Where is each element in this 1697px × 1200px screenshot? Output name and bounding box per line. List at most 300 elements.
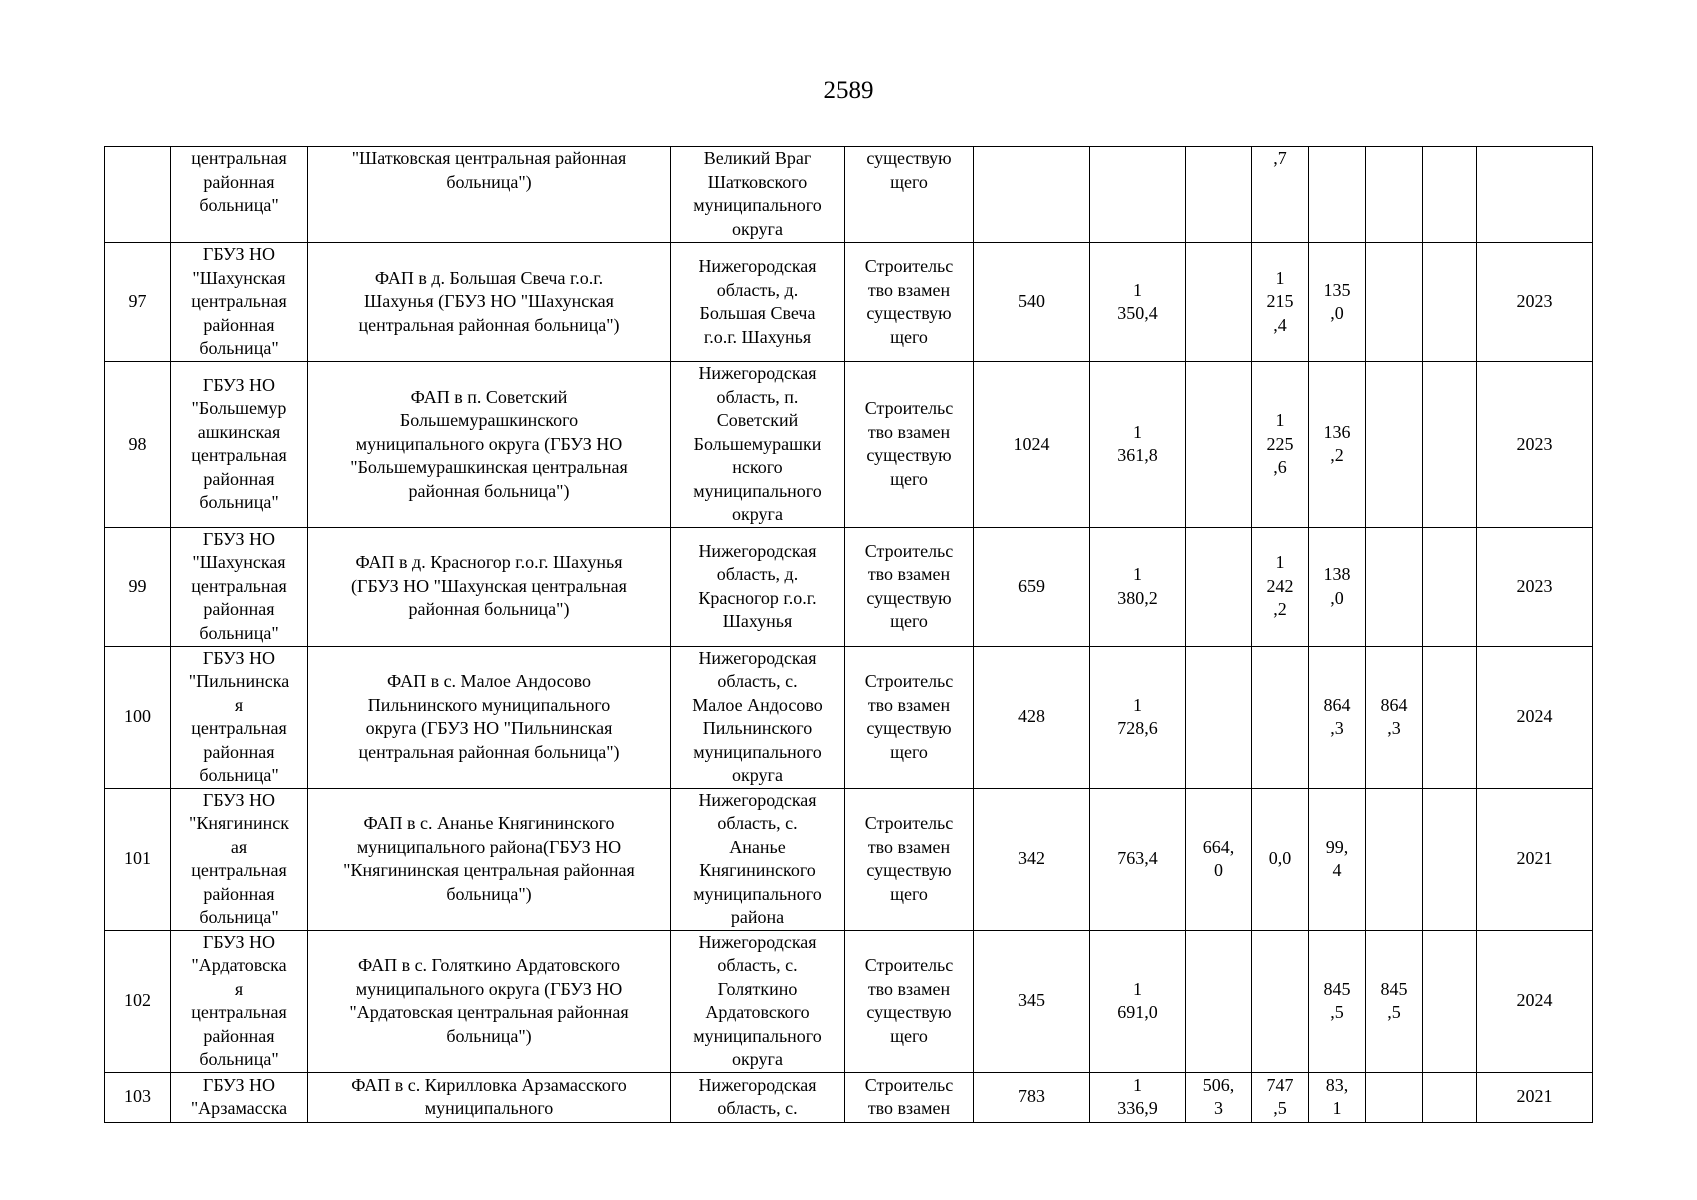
cell-line: района — [730, 907, 785, 927]
cell-line: ГБУЗ НО — [202, 647, 276, 668]
cell-line: область, д. — [716, 564, 799, 584]
cell-line: округа — [732, 504, 783, 524]
cell-line: 540 — [1018, 291, 1045, 312]
cell-c1 — [974, 646, 1090, 788]
cell-c3 — [1186, 243, 1252, 362]
cell-text: 100 — [124, 706, 151, 727]
cell-line: 361,8 — [1117, 445, 1158, 466]
cell-line: районная — [203, 314, 275, 335]
cell-c3 — [1186, 788, 1252, 930]
cell-line: область, с. — [717, 955, 798, 975]
cell-line: 728,6 — [1117, 718, 1158, 738]
cell-line: 428 — [1018, 706, 1045, 727]
cell-line: Княгининского — [699, 860, 816, 880]
cell-year — [1477, 243, 1593, 362]
table-row — [105, 930, 1593, 1072]
cell-c2 — [1090, 788, 1186, 930]
cell-year — [1477, 930, 1593, 1072]
table-row — [105, 788, 1593, 930]
table-row — [105, 362, 1593, 528]
cell-line: тво взамен — [867, 564, 951, 584]
cell-work — [845, 527, 974, 646]
cell-line: 350,4 — [1117, 303, 1158, 323]
cell-c7 — [1423, 147, 1477, 243]
cell-line: тво взамен — [867, 279, 951, 300]
cell-line: 1 — [1133, 564, 1142, 584]
cell-line: Нижегородская — [698, 256, 817, 276]
cell-line: Шатковского — [707, 171, 808, 192]
cell-c7 — [1423, 646, 1477, 788]
cell-line: существую — [866, 445, 952, 466]
cell-name — [308, 646, 671, 788]
cell-address — [671, 243, 845, 362]
cell-c4 — [1252, 147, 1309, 243]
cell-line: ФАП в д. Красногор г.о.г. Шахунья — [355, 552, 623, 573]
table-row — [105, 527, 1593, 646]
cell-line: существую — [866, 1002, 952, 1022]
cell-line: муниципального — [693, 883, 822, 904]
cell-line: 747 — [1266, 1074, 1294, 1095]
cell-text: 2023 — [1516, 291, 1553, 312]
cell-work — [845, 930, 974, 1072]
cell-line: 3 — [1214, 1098, 1223, 1118]
cell-line: ФАП в д. Большая Свеча г.о.г. — [374, 267, 604, 288]
cell-line: 1 — [1275, 410, 1285, 430]
cell-line: 1 — [1133, 1074, 1142, 1095]
cell-c5 — [1309, 243, 1366, 362]
cell-line: Строительс — [864, 813, 954, 833]
cell-line: центральная районная больница") — [358, 314, 620, 335]
cell-line: Нижегородская — [698, 931, 817, 952]
cell-text: 2021 — [1516, 1086, 1553, 1107]
cell-line: больница" — [199, 338, 279, 359]
cell-no — [105, 788, 171, 930]
cell-line: округа — [732, 218, 783, 239]
cell-c6 — [1366, 243, 1423, 362]
cell-work — [845, 147, 974, 243]
cell-line: Пильнинского муниципального — [367, 694, 611, 715]
cell-line: муниципального — [693, 741, 822, 762]
cell-line: ГБУЗ НО — [202, 374, 276, 395]
cell-c2 — [1090, 362, 1186, 528]
cell-year — [1477, 147, 1593, 243]
cell-name — [308, 1072, 671, 1122]
cell-line: тво взамен — [867, 694, 951, 715]
cell-line: ,0 — [1330, 587, 1344, 608]
cell-line: 1 — [1133, 421, 1142, 442]
cell-c4 — [1252, 243, 1309, 362]
cell-line: Нижегородская — [698, 540, 817, 561]
cell-c5 — [1309, 788, 1366, 930]
cell-c6 — [1366, 646, 1423, 788]
cell-address — [671, 147, 845, 243]
cell-line: округа — [732, 1049, 783, 1069]
cell-line: больница") — [446, 1025, 532, 1046]
cell-line: центральная — [191, 1002, 287, 1022]
cell-line: ГБУЗ НО — [202, 1074, 276, 1095]
cell-c4 — [1252, 646, 1309, 788]
cell-line: округа (ГБУЗ НО "Пильнинская — [365, 718, 613, 738]
cell-line: Строительс — [864, 1074, 954, 1095]
cell-line: центральная — [191, 148, 287, 168]
cell-c5 — [1309, 527, 1366, 646]
cell-line: Нижегородская — [698, 363, 817, 383]
cell-line: ашкинская — [197, 421, 281, 442]
cell-line: больница" — [199, 1049, 279, 1069]
cell-text: 98 — [128, 433, 147, 454]
cell-line: Строительс — [864, 398, 954, 419]
cell-line: районная — [203, 599, 275, 620]
cell-c3 — [1186, 930, 1252, 1072]
cell-org — [171, 362, 308, 528]
cell-line: щего — [890, 326, 928, 347]
cell-c7 — [1423, 527, 1477, 646]
cell-line: 845 — [1380, 978, 1408, 999]
cell-line: больница" — [199, 907, 279, 927]
cell-line: "Ардатовская центральная районная — [349, 1002, 629, 1022]
cell-line: тво взамен — [867, 1098, 951, 1118]
cell-line: ФАП в с. Малое Андосово — [386, 671, 592, 691]
cell-c4 — [1252, 1072, 1309, 1122]
cell-c1 — [974, 1072, 1090, 1122]
cell-line: районная — [203, 1025, 275, 1046]
cell-line: ГБУЗ НО — [202, 528, 276, 549]
cell-line: районная больница") — [408, 599, 570, 620]
cell-line: 1 — [1133, 694, 1142, 715]
cell-line: 691,0 — [1117, 1002, 1158, 1022]
cell-line: центральная — [191, 291, 287, 312]
cell-name — [308, 788, 671, 930]
cell-line: Строительс — [864, 540, 954, 561]
cell-no — [105, 243, 171, 362]
cell-year — [1477, 527, 1593, 646]
cell-line: щего — [890, 171, 928, 192]
cell-line: больница" — [199, 195, 279, 215]
cell-line: щего — [890, 883, 928, 904]
cell-c4 — [1252, 930, 1309, 1072]
cell-line: больница" — [199, 765, 279, 785]
cell-c5 — [1309, 930, 1366, 1072]
cell-c1 — [974, 243, 1090, 362]
cell-work — [845, 788, 974, 930]
cell-c3 — [1186, 1072, 1252, 1122]
cell-org — [171, 243, 308, 362]
cell-line: 664, — [1202, 836, 1235, 857]
cell-c7 — [1423, 930, 1477, 1072]
cell-line: "Арзамасска — [190, 1098, 288, 1118]
cell-address — [671, 527, 845, 646]
cell-line: ФАП в п. Советский — [410, 386, 568, 407]
cell-line: "Княгининск — [189, 813, 289, 833]
cell-line: Большая Свеча — [699, 303, 816, 323]
cell-c6 — [1366, 788, 1423, 930]
cell-line: 336,9 — [1117, 1098, 1158, 1118]
cell-line: "Ардатовска — [191, 955, 287, 975]
cell-line: я — [234, 978, 244, 999]
cell-line: муниципального — [693, 1025, 822, 1046]
cell-line: существую — [866, 148, 952, 168]
cell-line: Строительс — [864, 256, 954, 276]
cell-line: 1 — [1133, 978, 1142, 999]
cell-text: 99 — [128, 575, 147, 596]
table-row — [105, 1072, 1593, 1122]
cell-line: тво взамен — [867, 836, 951, 857]
cell-line: районная больница") — [408, 480, 570, 501]
cell-line: Шахунья — [722, 611, 793, 631]
cell-line: муниципального — [693, 195, 822, 215]
cell-line: районная — [203, 468, 275, 489]
cell-c3 — [1186, 362, 1252, 528]
cell-line: существую — [866, 860, 952, 880]
cell-line: 1 — [1332, 1098, 1342, 1118]
cell-line: щего — [890, 741, 928, 762]
cell-line: муниципального — [424, 1098, 554, 1118]
cell-line: ,4 — [1273, 314, 1287, 335]
cell-line: "Шахунская — [192, 552, 286, 573]
cell-org — [171, 1072, 308, 1122]
cell-c3 — [1186, 147, 1252, 243]
cell-line: Нижегородская — [698, 789, 817, 810]
cell-line: ,5 — [1273, 1098, 1287, 1118]
cell-line: 380,2 — [1117, 587, 1158, 608]
cell-line: 345 — [1018, 990, 1045, 1011]
table-row — [105, 646, 1593, 788]
cell-line: область, п. — [716, 386, 799, 407]
cell-line: Великий Враг — [703, 148, 812, 168]
cell-c2 — [1090, 147, 1186, 243]
cell-line: ,2 — [1330, 445, 1344, 466]
cell-c4 — [1252, 788, 1309, 930]
cell-line: ГБУЗ НО — [202, 789, 276, 810]
cell-line: 136 — [1323, 421, 1351, 442]
cell-line: 342 — [1018, 848, 1045, 869]
cell-line: "Пильнинска — [188, 671, 290, 691]
cell-line: муниципального района(ГБУЗ НО — [356, 836, 622, 857]
cell-c5 — [1309, 646, 1366, 788]
cell-year — [1477, 646, 1593, 788]
cell-c7 — [1423, 788, 1477, 930]
table-row — [105, 147, 1593, 243]
cell-line: ,5 — [1387, 1002, 1401, 1022]
cell-address — [671, 1072, 845, 1122]
cell-text: 2023 — [1516, 433, 1553, 454]
cell-line: ,7 — [1273, 148, 1287, 168]
cell-line: 4 — [1332, 860, 1342, 880]
cell-line: (ГБУЗ НО "Шахунская центральная — [351, 575, 627, 596]
cell-line: ,2 — [1273, 599, 1287, 620]
cell-c6 — [1366, 147, 1423, 243]
cell-text: 2023 — [1516, 575, 1553, 596]
cell-line: область, с. — [717, 671, 798, 691]
cell-name — [308, 147, 671, 243]
cell-line: 1 — [1275, 267, 1285, 288]
cell-line: Голяткино — [717, 978, 798, 999]
cell-line: 864 — [1380, 694, 1408, 715]
cell-line: 99, — [1325, 836, 1349, 857]
cell-line: больница") — [446, 171, 532, 192]
cell-line: Ананье — [729, 836, 786, 857]
cell-line: существую — [866, 718, 952, 738]
cell-line: щего — [890, 1025, 928, 1046]
cell-line: нского — [732, 457, 783, 477]
cell-line: ,0 — [1330, 303, 1344, 323]
cell-address — [671, 788, 845, 930]
cell-line: районная — [203, 171, 275, 192]
cell-c1 — [974, 788, 1090, 930]
cell-address — [671, 930, 845, 1072]
page-number: 2589 — [823, 77, 874, 104]
cell-text: 2024 — [1516, 990, 1553, 1011]
cell-line: "Большемурашкинская центральная — [350, 457, 628, 477]
cell-line: существую — [866, 303, 952, 323]
cell-c4 — [1252, 362, 1309, 528]
cell-c5 — [1309, 147, 1366, 243]
cell-line: Нижегородская — [698, 647, 817, 668]
cell-line: муниципального округа (ГБУЗ НО — [355, 433, 623, 454]
cell-org — [171, 788, 308, 930]
cell-line: муниципального — [693, 480, 822, 501]
cell-name — [308, 243, 671, 362]
cell-address — [671, 646, 845, 788]
cell-line: Советский — [716, 410, 799, 430]
cell-line: тво взамен — [867, 978, 951, 999]
cell-line: щего — [890, 611, 928, 631]
cell-c7 — [1423, 243, 1477, 362]
cell-line: Нижегородская — [698, 1074, 817, 1095]
cell-line: муниципального округа (ГБУЗ НО — [355, 978, 623, 999]
cell-line: 215 — [1266, 291, 1294, 312]
cell-line: больница") — [446, 883, 532, 904]
cell-line: ,6 — [1273, 457, 1287, 477]
cell-org — [171, 147, 308, 243]
cell-line: "Большемур — [191, 398, 287, 419]
cell-c2 — [1090, 1072, 1186, 1122]
cell-line: 1 — [1133, 279, 1142, 300]
cell-no — [105, 362, 171, 528]
cell-no — [105, 527, 171, 646]
cell-c7 — [1423, 1072, 1477, 1122]
cell-c1 — [974, 527, 1090, 646]
cell-work — [845, 646, 974, 788]
cell-c1 — [974, 147, 1090, 243]
cell-line: область, с. — [717, 1098, 798, 1118]
cell-line: центральная районная больница") — [358, 741, 620, 762]
cell-text: 102 — [124, 990, 151, 1011]
cell-no — [105, 646, 171, 788]
cell-no — [105, 930, 171, 1072]
cell-line: центральная — [191, 718, 287, 738]
cell-c2 — [1090, 243, 1186, 362]
cell-org — [171, 527, 308, 646]
cell-line: Пильнинского — [702, 718, 813, 738]
cell-line: ФАП в с. Ананье Княгининского — [363, 813, 615, 833]
cell-line: область, д. — [716, 279, 799, 300]
cell-c6 — [1366, 362, 1423, 528]
cell-line: 242 — [1266, 575, 1294, 596]
cell-line: существую — [866, 587, 952, 608]
cell-c2 — [1090, 930, 1186, 1072]
cell-c3 — [1186, 527, 1252, 646]
cell-line: ,3 — [1387, 718, 1401, 738]
cell-year — [1477, 362, 1593, 528]
cell-org — [171, 646, 308, 788]
cell-line: ,3 — [1330, 718, 1344, 738]
cell-line: 763,4 — [1117, 848, 1158, 869]
table-body — [105, 147, 1593, 1123]
cell-line: 659 — [1018, 575, 1045, 596]
cell-text: 103 — [124, 1086, 151, 1107]
cell-line: ГБУЗ НО — [202, 931, 276, 952]
cell-line: 1024 — [1013, 433, 1050, 454]
cell-line: районная — [203, 883, 275, 904]
cell-line: Малое Андосово — [692, 694, 823, 715]
cell-name — [308, 527, 671, 646]
cell-line: 83, — [1325, 1074, 1349, 1095]
cell-line: область, с. — [717, 813, 798, 833]
cell-text: 2024 — [1516, 706, 1553, 727]
cell-c2 — [1090, 646, 1186, 788]
cell-address — [671, 362, 845, 528]
cell-line: Большемурашки — [693, 433, 822, 454]
cell-line: центральная — [191, 860, 287, 880]
cell-line: щего — [890, 468, 928, 489]
cell-line: "Княгининская центральная районная — [343, 860, 635, 880]
cell-text: 2021 — [1516, 848, 1553, 869]
cell-line: 864 — [1323, 694, 1351, 715]
cell-line: округа — [732, 765, 783, 785]
cell-line: ая — [230, 836, 248, 857]
cell-c6 — [1366, 1072, 1423, 1122]
cell-c4 — [1252, 527, 1309, 646]
cell-line: тво взамен — [867, 421, 951, 442]
cell-c3 — [1186, 646, 1252, 788]
cell-line: ГБУЗ НО — [202, 244, 276, 265]
cell-line: 506, — [1202, 1074, 1235, 1095]
cell-line: Большемурашкинского — [399, 410, 579, 430]
cell-line: 1 — [1275, 552, 1285, 573]
cell-c1 — [974, 930, 1090, 1072]
cell-line: 0 — [1214, 860, 1223, 880]
cell-work — [845, 243, 974, 362]
cell-c7 — [1423, 362, 1477, 528]
cell-year — [1477, 788, 1593, 930]
cell-name — [308, 930, 671, 1072]
cell-year — [1477, 1072, 1593, 1122]
cell-line: я — [234, 694, 244, 715]
cell-line: 845 — [1323, 978, 1351, 999]
cell-line: 138 — [1323, 564, 1351, 584]
cell-line: ФАП в с. Голяткино Ардатовского — [357, 955, 621, 975]
cell-c1 — [974, 362, 1090, 528]
cell-line: г.о.г. Шахунья — [703, 326, 812, 347]
cell-org — [171, 930, 308, 1072]
cell-line: центральная — [191, 445, 287, 466]
cell-line: 783 — [1018, 1086, 1045, 1107]
cell-line: Ардатовского — [705, 1002, 810, 1022]
cell-c2 — [1090, 527, 1186, 646]
cell-line: ФАП в с. Кирилловка Арзамасского — [351, 1074, 627, 1095]
cell-line: больница" — [199, 492, 279, 513]
cell-line: Строительс — [864, 671, 954, 691]
cell-line: центральная — [191, 575, 287, 596]
cell-line: Строительс — [864, 955, 954, 975]
cell-text: 101 — [124, 848, 151, 869]
cell-work — [845, 1072, 974, 1122]
cell-line: "Шатковская центральная районная — [351, 148, 627, 168]
cell-line: ,5 — [1330, 1002, 1344, 1022]
cell-c5 — [1309, 362, 1366, 528]
cell-line: Красногор г.о.г. — [698, 587, 817, 608]
